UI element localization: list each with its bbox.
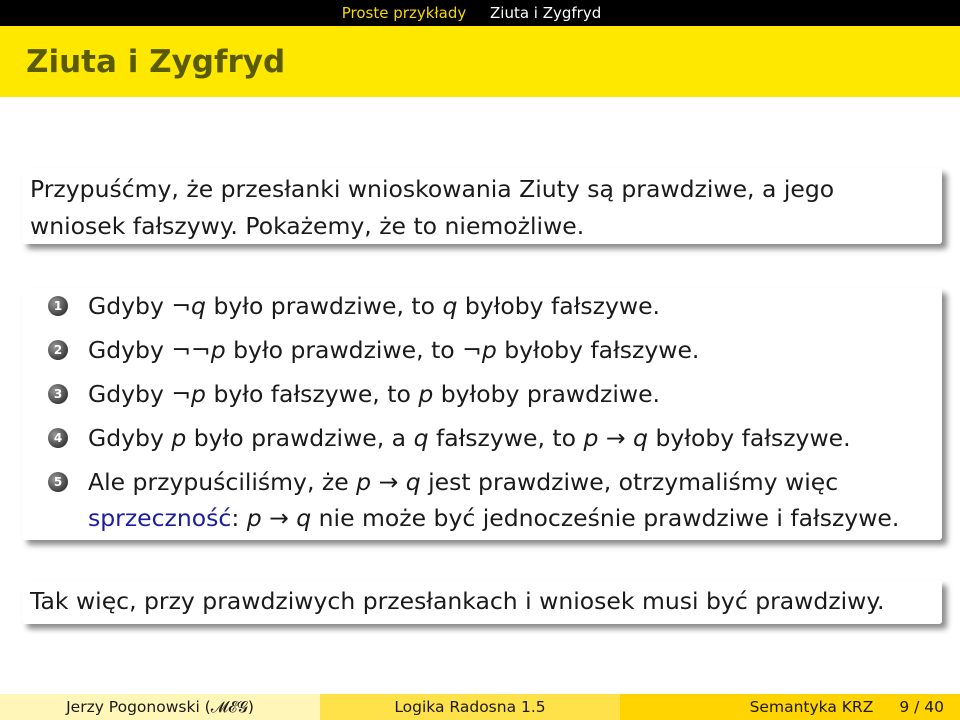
intro-line-1: Przypuśćmy, że przesłanki wnioskowania Ziuty są prawdziwe, a jego	[30, 175, 835, 203]
footer-topic: Semantyka KRZ	[749, 698, 874, 716]
item-text: Ale przypuściliśmy, że p → q jest prawdziwe, otrzymaliśmy więc sprzeczność: p → q nie może być jednocześnie prawdziwe i fałszywe.	[88, 468, 900, 532]
list-item	[48, 420, 851, 456]
item-number-badge: 3	[48, 384, 68, 404]
item-number-badge: 4	[48, 428, 68, 448]
item-text: Gdyby ¬q było prawdziwe, to q byłoby fałszywe.	[88, 292, 661, 320]
nav-subsection-link[interactable]: Ziuta i Zygfryd	[490, 4, 602, 22]
list-item	[48, 464, 899, 536]
enumeration-block	[22, 288, 942, 540]
item-number-badge: 1	[48, 296, 68, 316]
item-number-badge: 5	[48, 472, 68, 492]
conclusion-block	[22, 580, 942, 624]
footer-author: Jerzy Pogonowski (𝓜𝓔𝓖)	[0, 694, 320, 720]
navigation-bar	[0, 0, 960, 26]
footer-topic-cell	[620, 694, 960, 720]
list-item	[48, 376, 660, 412]
item-number-badge: 2	[48, 340, 68, 360]
list-item	[48, 332, 699, 368]
item-text: Gdyby p było prawdziwe, a q fałszywe, to p → q byłoby fałszywe.	[88, 424, 851, 452]
page-number: 9 / 40	[899, 698, 944, 716]
nav-section-link[interactable]: Proste przykłady	[341, 4, 467, 22]
intro-line-2: wniosek fałszywy. Pokażemy, że to niemożliwe.	[30, 212, 585, 240]
intro-block	[22, 168, 942, 244]
item-text: Gdyby ¬p było fałszywe, to p byłoby prawdziwe.	[88, 380, 661, 408]
item-text: Gdyby ¬¬p było prawdziwe, to ¬p byłoby fałszywe.	[88, 336, 700, 364]
footer-course: Logika Radosna 1.5	[320, 694, 620, 720]
footer-bar	[0, 694, 960, 720]
conclusion-text: Tak więc, przy prawdziwych przesłankach i wniosek musi być prawdziwy.	[30, 587, 885, 615]
frame-title: Ziuta i Zygfryd	[26, 44, 286, 80]
list-item	[48, 288, 660, 324]
highlighted-term: sprzeczność	[88, 504, 232, 532]
